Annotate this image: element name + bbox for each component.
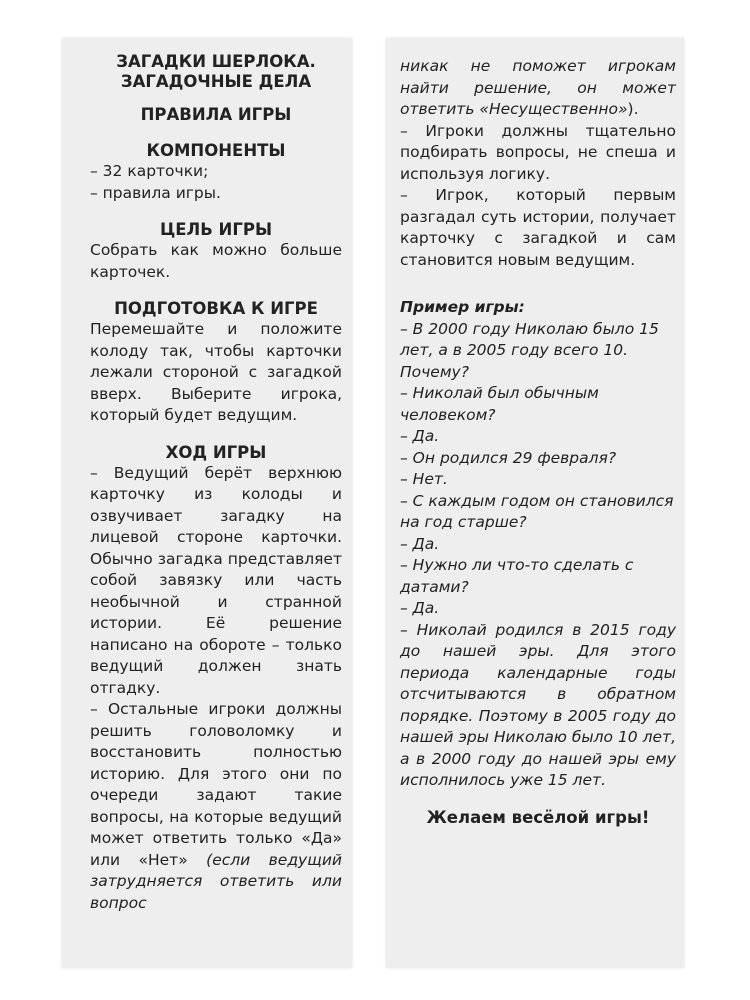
closing-wish: Желаем весёлой игры! xyxy=(426,807,650,827)
goal-text: Собрать как можно больше карточек. xyxy=(90,241,342,281)
example-line: – Да. xyxy=(400,534,440,553)
example-line: – Нет. xyxy=(400,470,448,488)
winner-text: – Игрок, который первым разгадал суть истории, получает карточку с загадкой и сам становится новым ведущим. xyxy=(400,186,676,269)
continued-paragraph xyxy=(400,56,676,121)
gameplay-heading: ХОД ИГРЫ xyxy=(165,442,267,462)
gameplay-paragraph-2 xyxy=(90,699,342,914)
gameplay-paragraph-2-text: – Остальные игроки должны решить головоломку и восстановить полностью историю. Для этого они по очереди задают такие вопросы, на которые ведущий может ответить только «Да» или «Нет» xyxy=(90,700,342,869)
game-title xyxy=(90,52,342,92)
left-content xyxy=(90,52,342,914)
example-line: – С каждым годом он становился на год старше? xyxy=(400,491,674,531)
preparation-text: Перемешайте и положите колоду так, чтобы карточки лежали стороной с загадкой вверх. Выберите игрока, который будет ведущим. xyxy=(90,320,342,424)
continued-italic-text: никак не поможет игрокам найти решение, он может ответить «Несущественно» xyxy=(400,57,676,118)
rules-strip-left xyxy=(62,38,352,968)
continued-end: ). xyxy=(627,100,639,118)
example-line: – Он родился 29 февраля? xyxy=(400,448,617,467)
example-answer: – Николай родился в 2015 году до нашей эры. Для этого периода календарные годы отсчитываются в обратном порядке. Поэтому в 2005 году до нашей эры Николаю было 10 лет, а в 2000 году до нашей эры ему исполнилось уже 15 лет. xyxy=(400,620,676,789)
rules-heading: ПРАВИЛА ИГРЫ xyxy=(140,105,292,124)
gameplay-paragraph-1: – Ведущий берёт верхнюю карточку из колоды и озвучивает загадку на лицевой стороне карточки. Обычно загадка представляет собой завязку или часть необычной и странной истории. Её решение написано на обороте – только ведущий должен знать отгадку. xyxy=(90,463,342,697)
example-line: – В 2000 году Николаю было 15 лет, а в 2005 году всего 10. Почему? xyxy=(400,319,659,381)
game-title-line-1: ЗАГАДКИ ШЕРЛОКА. xyxy=(116,52,316,71)
example-line: – Нужно ли что-то сделать с датами? xyxy=(400,556,634,596)
example-line: – Николай был обычным человеком? xyxy=(400,384,599,424)
component-item-cards: – 32 карточки; xyxy=(90,162,209,180)
components-heading: КОМПОНЕНТЫ xyxy=(146,141,286,160)
careful-questions-text: – Игроки должны тщательно подбирать вопросы, не спеша и используя логику. xyxy=(400,121,676,183)
component-item-rules: – правила игры. xyxy=(90,183,221,202)
right-content xyxy=(400,56,676,828)
example-heading: Пример игры: xyxy=(400,298,525,316)
rules-strip-right xyxy=(386,38,684,968)
example-line: – Да. xyxy=(400,599,440,617)
preparation-heading: ПОДГОТОВКА К ИГРЕ xyxy=(114,299,318,318)
example-dialog xyxy=(400,319,676,792)
goal-heading: ЦЕЛЬ ИГРЫ xyxy=(159,220,273,239)
game-title-line-2: ЗАГАДОЧНЫЕ ДЕЛА xyxy=(120,72,312,91)
gameplay-paragraph-2-italic: (если ведущий затрудняется ответить или вопрос xyxy=(90,850,342,912)
example-line: – Да. xyxy=(400,427,440,445)
